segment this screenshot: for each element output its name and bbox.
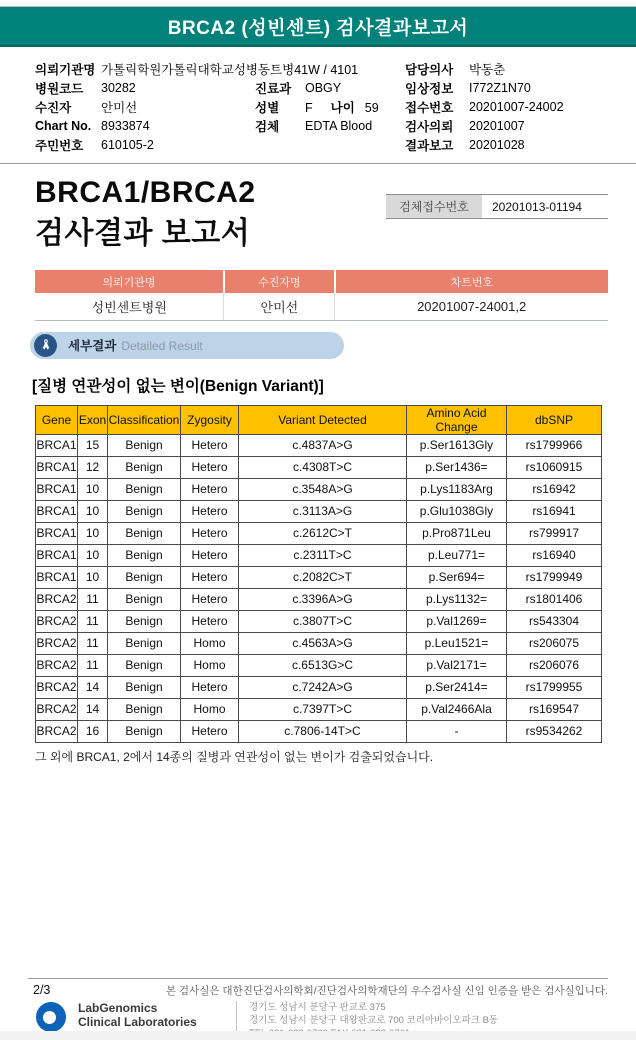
patient-info-row [35, 116, 612, 135]
field-label-patient: 수진자 [35, 100, 72, 115]
report-title-line2: 검사결과 보고서 [35, 217, 251, 250]
report-title-line1: BRCA1/BRCA2 [35, 176, 256, 209]
page-number: 2/3 [33, 983, 51, 997]
table-cell: 11 [78, 588, 108, 610]
table-cell: Benign [108, 500, 181, 522]
table-cell: BRCA1 [36, 434, 78, 456]
table-cell: c.3113A>G [239, 500, 407, 522]
patient-name-value: 안미선 [224, 293, 335, 320]
table-row [36, 632, 602, 654]
table-cell: rs206076 [507, 654, 602, 676]
table-cell: p.Lys1183Arg [407, 478, 507, 500]
patient-info-row [35, 97, 612, 116]
sample-receipt-no-box [386, 194, 608, 219]
field-label-hospital-code: 병원코드 [35, 81, 84, 96]
table-cell: Benign [108, 522, 181, 544]
field-value-age: 59 [364, 100, 379, 115]
table-cell: BRCA2 [36, 632, 78, 654]
field-label-department: 진료과 [255, 81, 292, 96]
table-cell: Benign [108, 698, 181, 720]
variant-table [35, 405, 602, 743]
detailed-result-text [68, 336, 203, 355]
table-cell: 10 [78, 544, 108, 566]
table-cell: c.4308T>C [239, 456, 407, 478]
table-cell: rs1799949 [507, 566, 602, 588]
table-row [36, 478, 602, 500]
request-org-header: 의뢰기관명 [35, 270, 224, 293]
table-cell: p.Pro871Leu [407, 522, 507, 544]
detailed-result-banner [30, 332, 344, 359]
table-row [36, 588, 602, 610]
field-value-sex-age [305, 98, 405, 116]
field-label-requesting-org: 의뢰기관명 [35, 62, 96, 77]
patient-info-row [35, 78, 612, 97]
patient-name-header: 수진자명 [224, 270, 335, 293]
table-cell: p.Ser694= [407, 566, 507, 588]
table-cell: 10 [78, 566, 108, 588]
table-cell: 10 [78, 478, 108, 500]
table-row [36, 654, 602, 676]
table-row [36, 522, 602, 544]
table-cell: p.Ser1436= [407, 456, 507, 478]
table-cell: rs543304 [507, 610, 602, 632]
request-org-value: 성빈센트병원 [35, 293, 224, 320]
report-header-title: BRCA2 (성빈센트) 검사결과보고서 [167, 17, 469, 39]
top-strip [0, 0, 636, 7]
sex-value: F [305, 100, 313, 115]
address-line-1: 경기도 성남시 분당구 판교로 375 [249, 1002, 386, 1013]
benign-variant-heading: [질병 연관성이 없는 변이(Benign Variant)] [32, 377, 324, 395]
table-cell: rs169547 [507, 698, 602, 720]
brand-name: LabGenomics [78, 1001, 158, 1015]
table-cell: rs1801406 [507, 588, 602, 610]
table-row [36, 456, 602, 478]
table-cell: BRCA2 [36, 610, 78, 632]
table-cell: p.Leu1521= [407, 632, 507, 654]
table-cell: c.7397T>C [239, 698, 407, 720]
request-info-header-row [35, 270, 608, 293]
table-row [36, 610, 602, 632]
table-cell: BRCA2 [36, 676, 78, 698]
patient-info-row [35, 59, 612, 78]
table-cell: Hetero [181, 522, 239, 544]
table-cell: Hetero [181, 566, 239, 588]
table-cell: BRCA1 [36, 500, 78, 522]
variant-table-header-cell: Zygosity [181, 405, 239, 434]
field-label-clinical-info: 임상정보 [405, 81, 454, 96]
table-cell: 16 [78, 720, 108, 742]
detailed-result-label-ko: 세부결과 [68, 338, 117, 353]
table-cell: c.3548A>G [239, 478, 407, 500]
table-cell: Homo [181, 632, 239, 654]
patient-info-row [35, 135, 612, 154]
variant-table-head [36, 405, 602, 434]
table-cell: Hetero [181, 434, 239, 456]
field-label-test-requested: 검사의뢰 [405, 119, 454, 134]
table-cell: rs1799966 [507, 434, 602, 456]
table-cell: 11 [78, 654, 108, 676]
variant-table-header-cell: Classification [108, 405, 181, 434]
table-cell: 10 [78, 500, 108, 522]
table-cell: p.Leu771= [407, 544, 507, 566]
certification-statement: 본 검사실은 대한진단검사의학회/진단검사의학재단의 우수검사실 신임 인증을 받은 검사실입니다. [165, 985, 608, 997]
field-label-chart-no: Chart No. [35, 118, 92, 133]
patient-info [0, 47, 636, 154]
table-cell: BRCA2 [36, 588, 78, 610]
table-row [36, 720, 602, 742]
field-value-requesting-org: 가톨릭학원가톨릭대학교성병동트병41W / 4101 [101, 62, 359, 77]
table-cell: Hetero [181, 676, 239, 698]
variant-table-header-row [36, 405, 602, 434]
table-cell: p.Ser1613Gly [407, 434, 507, 456]
field-value-doctor: 박동춘 [469, 62, 506, 77]
table-cell: BRCA1 [36, 544, 78, 566]
sample-receipt-no-label: 검체접수번호 [386, 195, 482, 218]
variant-table-header-cell: dbSNP [507, 405, 602, 434]
table-cell: Benign [108, 588, 181, 610]
variant-table-header-cell: Variant Detected [239, 405, 407, 434]
table-cell: 15 [78, 434, 108, 456]
table-cell: BRCA2 [36, 720, 78, 742]
address-line-2: 경기도 성남시 분당구 대왕판교로 700 코리아바이오파크 B동 [249, 1015, 499, 1026]
table-cell: c.7242A>G [239, 676, 407, 698]
table-cell: c.2082C>T [239, 566, 407, 588]
footer-divider [28, 978, 608, 979]
table-cell: p.Val2466Ala [407, 698, 507, 720]
labgenomics-logo-icon [36, 1002, 66, 1032]
field-value-patient: 안미선 [101, 100, 138, 115]
field-label-age: 나이 [330, 100, 355, 115]
field-label-receipt-no: 접수번호 [405, 100, 454, 115]
table-cell: Hetero [181, 500, 239, 522]
report-header-bar [0, 7, 636, 47]
table-cell: Homo [181, 698, 239, 720]
table-cell: p.Val2171= [407, 654, 507, 676]
request-info-value-row [35, 293, 608, 320]
table-cell: c.4837A>G [239, 434, 407, 456]
table-cell: rs16940 [507, 544, 602, 566]
variant-table-body [36, 434, 602, 742]
field-value-chart-no: 8933874 [101, 118, 150, 133]
field-value-result-reported: 20201028 [469, 137, 525, 152]
table-cell: Benign [108, 676, 181, 698]
table-row [36, 434, 602, 456]
table-cell: c.7806-14T>C [239, 720, 407, 742]
table-cell: Benign [108, 610, 181, 632]
table-cell: Benign [108, 456, 181, 478]
table-cell: c.4563A>G [239, 632, 407, 654]
table-cell: BRCA1 [36, 522, 78, 544]
variant-table-header-cell: Amino Acid Change [407, 405, 507, 434]
field-label-resident-no: 주민번호 [35, 138, 84, 153]
table-cell: p.Val1269= [407, 610, 507, 632]
table-cell: Hetero [181, 610, 239, 632]
table-row [36, 544, 602, 566]
field-value-receipt-no: 20201007-24002 [469, 99, 564, 114]
table-cell: c.3396A>G [239, 588, 407, 610]
table-cell: rs9534262 [507, 720, 602, 742]
table-cell: Hetero [181, 478, 239, 500]
table-cell: 11 [78, 610, 108, 632]
table-cell: Hetero [181, 544, 239, 566]
field-label-doctor: 담당의사 [405, 62, 454, 77]
table-row [36, 500, 602, 522]
table-cell: rs1060915 [507, 456, 602, 478]
bottom-strip [0, 1031, 636, 1040]
table-cell: p.Lys1132= [407, 588, 507, 610]
table-cell: BRCA1 [36, 566, 78, 588]
table-row [36, 566, 602, 588]
field-value-clinical-info: I772Z1N70 [469, 80, 531, 95]
table-cell: Benign [108, 478, 181, 500]
field-label-sex: 성별 [255, 100, 280, 115]
field-value-specimen: EDTA Blood [305, 118, 373, 133]
table-cell: 10 [78, 522, 108, 544]
table-cell: Hetero [181, 456, 239, 478]
table-cell: Hetero [181, 588, 239, 610]
table-cell: rs1799955 [507, 676, 602, 698]
table-cell: rs799917 [507, 522, 602, 544]
awareness-ribbon-icon [34, 334, 57, 357]
variant-table-header-cell: Exon [78, 405, 108, 434]
table-cell: BRCA1 [36, 478, 78, 500]
table-cell: - [407, 720, 507, 742]
table-cell: rs16942 [507, 478, 602, 500]
chart-no-value: 20201007-24001,2 [335, 293, 608, 320]
table-cell: 12 [78, 456, 108, 478]
table-cell: Benign [108, 654, 181, 676]
table-cell: p.Glu1038Gly [407, 500, 507, 522]
field-label-result-reported: 결과보고 [405, 138, 454, 153]
field-value-hospital-code: 30282 [101, 80, 136, 95]
table-cell: Benign [108, 720, 181, 742]
sample-receipt-no-value: 20201013-01194 [492, 199, 582, 214]
field-value-department: OBGY [305, 80, 342, 95]
table-cell: p.Ser2414= [407, 676, 507, 698]
variant-table-header-cell: Gene [36, 405, 78, 434]
detailed-result-label-en: Detailed Result [121, 338, 203, 353]
table-cell: BRCA1 [36, 456, 78, 478]
table-cell: rs206075 [507, 632, 602, 654]
brand-subtitle: Clinical Laboratories [78, 1015, 197, 1029]
request-info-table [35, 270, 608, 321]
table-cell: Benign [108, 566, 181, 588]
table-cell: c.2311T>C [239, 544, 407, 566]
table-cell: Benign [108, 434, 181, 456]
variant-note: 그 외에 BRCA1, 2에서 14종의 질병과 연관성이 없는 변이가 검출되었습니다. [35, 749, 434, 764]
table-cell: 14 [78, 676, 108, 698]
table-cell: c.2612C>T [239, 522, 407, 544]
table-cell: BRCA2 [36, 698, 78, 720]
table-cell: 14 [78, 698, 108, 720]
table-cell: Benign [108, 632, 181, 654]
field-value-resident-no: 610105-2 [101, 137, 154, 152]
table-cell: 11 [78, 632, 108, 654]
table-cell: c.6513G>C [239, 654, 407, 676]
field-label-specimen: 검체 [255, 119, 280, 134]
table-row [36, 676, 602, 698]
field-value-test-requested: 20201007 [469, 118, 525, 133]
table-row [36, 698, 602, 720]
table-cell: c.3807T>C [239, 610, 407, 632]
table-cell: Hetero [181, 720, 239, 742]
report-title-section [0, 164, 636, 254]
table-cell: Benign [108, 544, 181, 566]
table-cell: Homo [181, 654, 239, 676]
chart-no-header: 차트번호 [335, 270, 608, 293]
table-cell: rs16941 [507, 500, 602, 522]
table-cell: BRCA2 [36, 654, 78, 676]
